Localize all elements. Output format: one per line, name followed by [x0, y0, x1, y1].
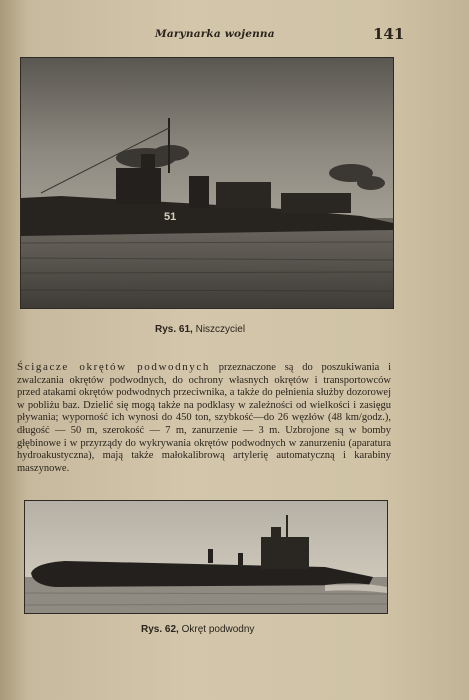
page-header — [0, 22, 469, 46]
hull-number: 51 — [164, 211, 177, 223]
lead-term: Ścigacze okrętów podwodnych — [17, 361, 210, 373]
destroyer-photo — [20, 57, 394, 309]
figure-62-number: Rys. 62, — [141, 624, 179, 635]
figure-61-number: Rys. 61, — [155, 324, 193, 335]
paragraph-text: przeznaczone są do poszukiwania i zwalczania okrętów podwodnych, do ochrony własnych okrętów i transportowców przed atakami okrętów podwodnych przeciwnika, a także do pełnienia służby dozorowej w pobliżu baz. Dzielić się mogą także na podklasy w zależności od wielkości i zasięgu pływania; wyporność ich wynosi do 450 ton, szybkość—do 26 węzłów (48 km/godz.), długość — 50 m, szerokość — 7 m, zanurzenie — 3 m. Uzbrojone są w bomby głębinowe i w przyrządy do wykrywania okrętów podwodnych w zanurzeniu (aparatura hydroakustyczna), mają także małokalibrową artylerię automatyczną i karabiny maszynowe. — [17, 362, 391, 474]
figure-61-caption — [155, 324, 245, 335]
figure-61-title: Niszczyciel — [195, 324, 246, 335]
figure-62-title: Okręt podwodny — [181, 624, 255, 635]
figure-62-caption — [141, 624, 254, 635]
running-head: Marynarka wojenna — [155, 28, 275, 40]
submarine-photo — [24, 500, 388, 614]
page-number: 141 — [373, 25, 405, 43]
paragraph — [17, 361, 391, 475]
